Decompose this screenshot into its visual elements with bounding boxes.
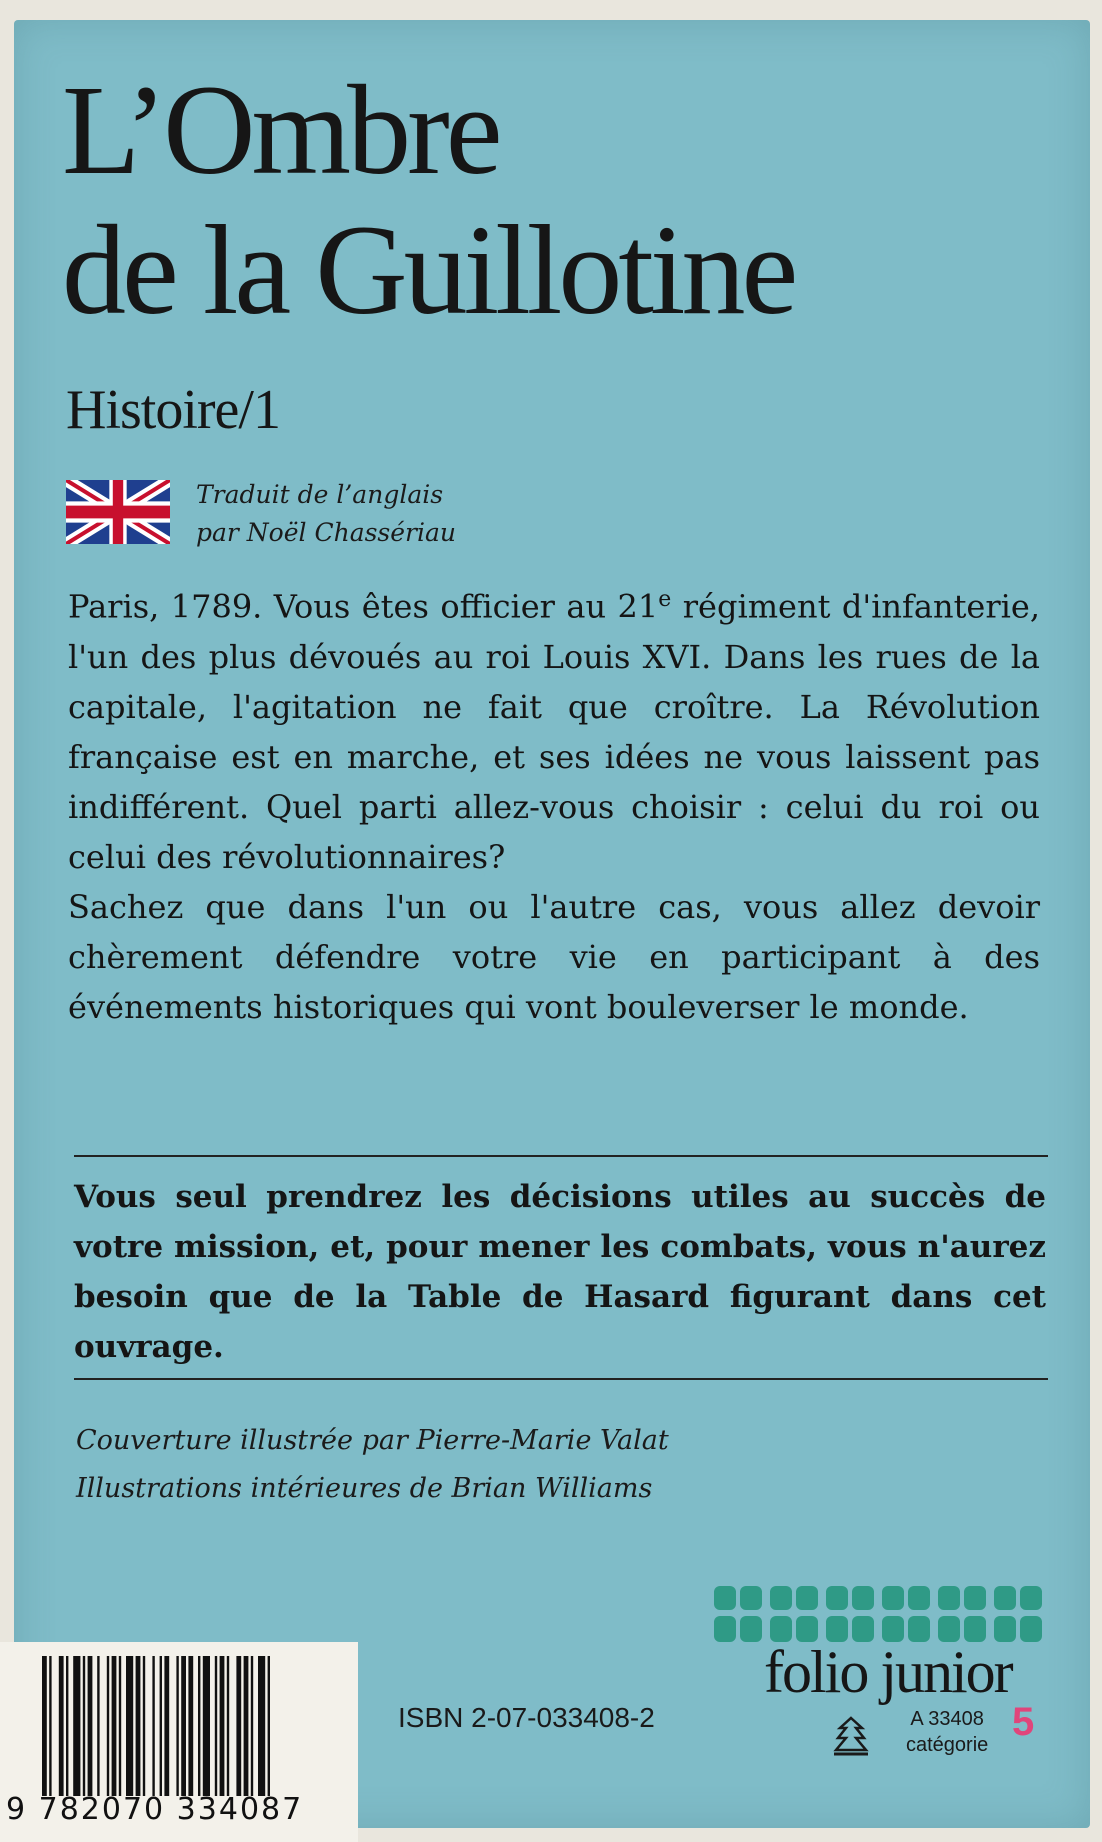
logo-block (826, 1586, 874, 1642)
barcode-bar (73, 1656, 80, 1796)
barcode-bar (160, 1656, 162, 1796)
barcode-bar (59, 1656, 64, 1796)
translation-line-1: Traduit de l’anglais (196, 480, 444, 509)
barcode-bar (220, 1656, 225, 1796)
barcode-bar (203, 1656, 210, 1796)
barcode-bar (176, 1656, 178, 1796)
folio-junior-logo-pattern (712, 1582, 1044, 1646)
title-line-1: L’Ombre (62, 59, 499, 201)
barcode-bar (251, 1656, 253, 1796)
barcode-bar (126, 1656, 133, 1796)
barcode-bar (268, 1656, 270, 1796)
barcode-bar (88, 1656, 93, 1796)
divider-bottom (74, 1378, 1048, 1380)
cover-illustrator-credit: Couverture illustrée par Pierre-Marie Valat (76, 1425, 669, 1456)
barcode-bar (112, 1656, 117, 1796)
product-code-block (906, 1706, 988, 1758)
barcode-bar (107, 1656, 109, 1796)
product-code: A 33408 (910, 1708, 984, 1730)
illustration-credits (76, 1417, 669, 1513)
translation-credit (196, 476, 456, 552)
publisher-brand: folio junior (764, 1639, 1012, 1705)
barcode-bar (136, 1656, 141, 1796)
synopsis-p1-end: régiment d'infanterie, l'un des plus dévoués au roi Louis XVI. Dans les rues de la capitale, l'agitation ne fait que croître. La Révolution française est en marche, et ses idées ne vous laissent pas indifférent. Quel parti allez-vous choisir : celui du roi ou celui des révolutionnaires? (68, 587, 1041, 876)
synopsis-paragraph-1 (68, 575, 1040, 882)
synopsis-paragraph-2: Sachez que dans l'un ou l'autre cas, vous allez devoir chèrement défendre votre vie en participant à des événements historiques qui vont bouleverser le monde. (68, 887, 1040, 1026)
barcode-bar (198, 1656, 200, 1796)
divider-top (74, 1155, 1048, 1157)
barcode-bar (119, 1656, 121, 1796)
logo-block (770, 1586, 818, 1642)
category-label: catégorie (906, 1734, 989, 1756)
barcode-bar (181, 1656, 186, 1796)
barcode-label (0, 1642, 358, 1842)
translation-line-2: par Noël Chassériau (196, 518, 457, 547)
barcode (42, 1656, 342, 1796)
series-subtitle: Histoire/1 (66, 379, 280, 441)
barcode-bar (215, 1656, 217, 1796)
barcode-bar (66, 1656, 68, 1796)
interior-illustrator-credit: Illustrations intérieures de Brian Williams (76, 1473, 653, 1504)
barcode-bar (143, 1656, 145, 1796)
barcode-number: 9 782070 334087 (6, 1792, 304, 1827)
barcode-bar (164, 1656, 169, 1796)
book-title (62, 60, 794, 340)
union-jack-flag-icon (66, 480, 170, 544)
barcode-bar (49, 1656, 51, 1796)
title-line-2: de la Guillotine (62, 199, 795, 341)
barcode-bar (42, 1656, 47, 1796)
synopsis-p1-start: Paris, 1789. Vous êtes officier au 21 (68, 587, 659, 626)
logo-block (994, 1586, 1042, 1642)
barcode-bar (152, 1656, 154, 1796)
barcode-bar (258, 1656, 265, 1796)
category-number: 5 (1012, 1700, 1035, 1744)
gallimard-emblem-icon (826, 1714, 876, 1760)
logo-block (938, 1586, 986, 1642)
barcode-bar (227, 1656, 229, 1796)
logo-block (714, 1586, 762, 1642)
ordinal-superscript: e (658, 587, 672, 612)
gameplay-note: Vous seul prendrez les décisions utiles au succès de votre mission, et, pour mener les combats, vous n'aurez besoin que de la Table de Hasard figurant dans cet ouvrage. (74, 1179, 1046, 1365)
barcode-bar (244, 1656, 249, 1796)
barcode-bar (83, 1656, 85, 1796)
barcode-bar (236, 1656, 241, 1796)
barcode-bar (97, 1656, 99, 1796)
logo-block (882, 1586, 930, 1642)
synopsis (68, 575, 1040, 1032)
barcode-bar (188, 1656, 193, 1796)
isbn: ISBN 2-07-033408-2 (398, 1702, 655, 1733)
